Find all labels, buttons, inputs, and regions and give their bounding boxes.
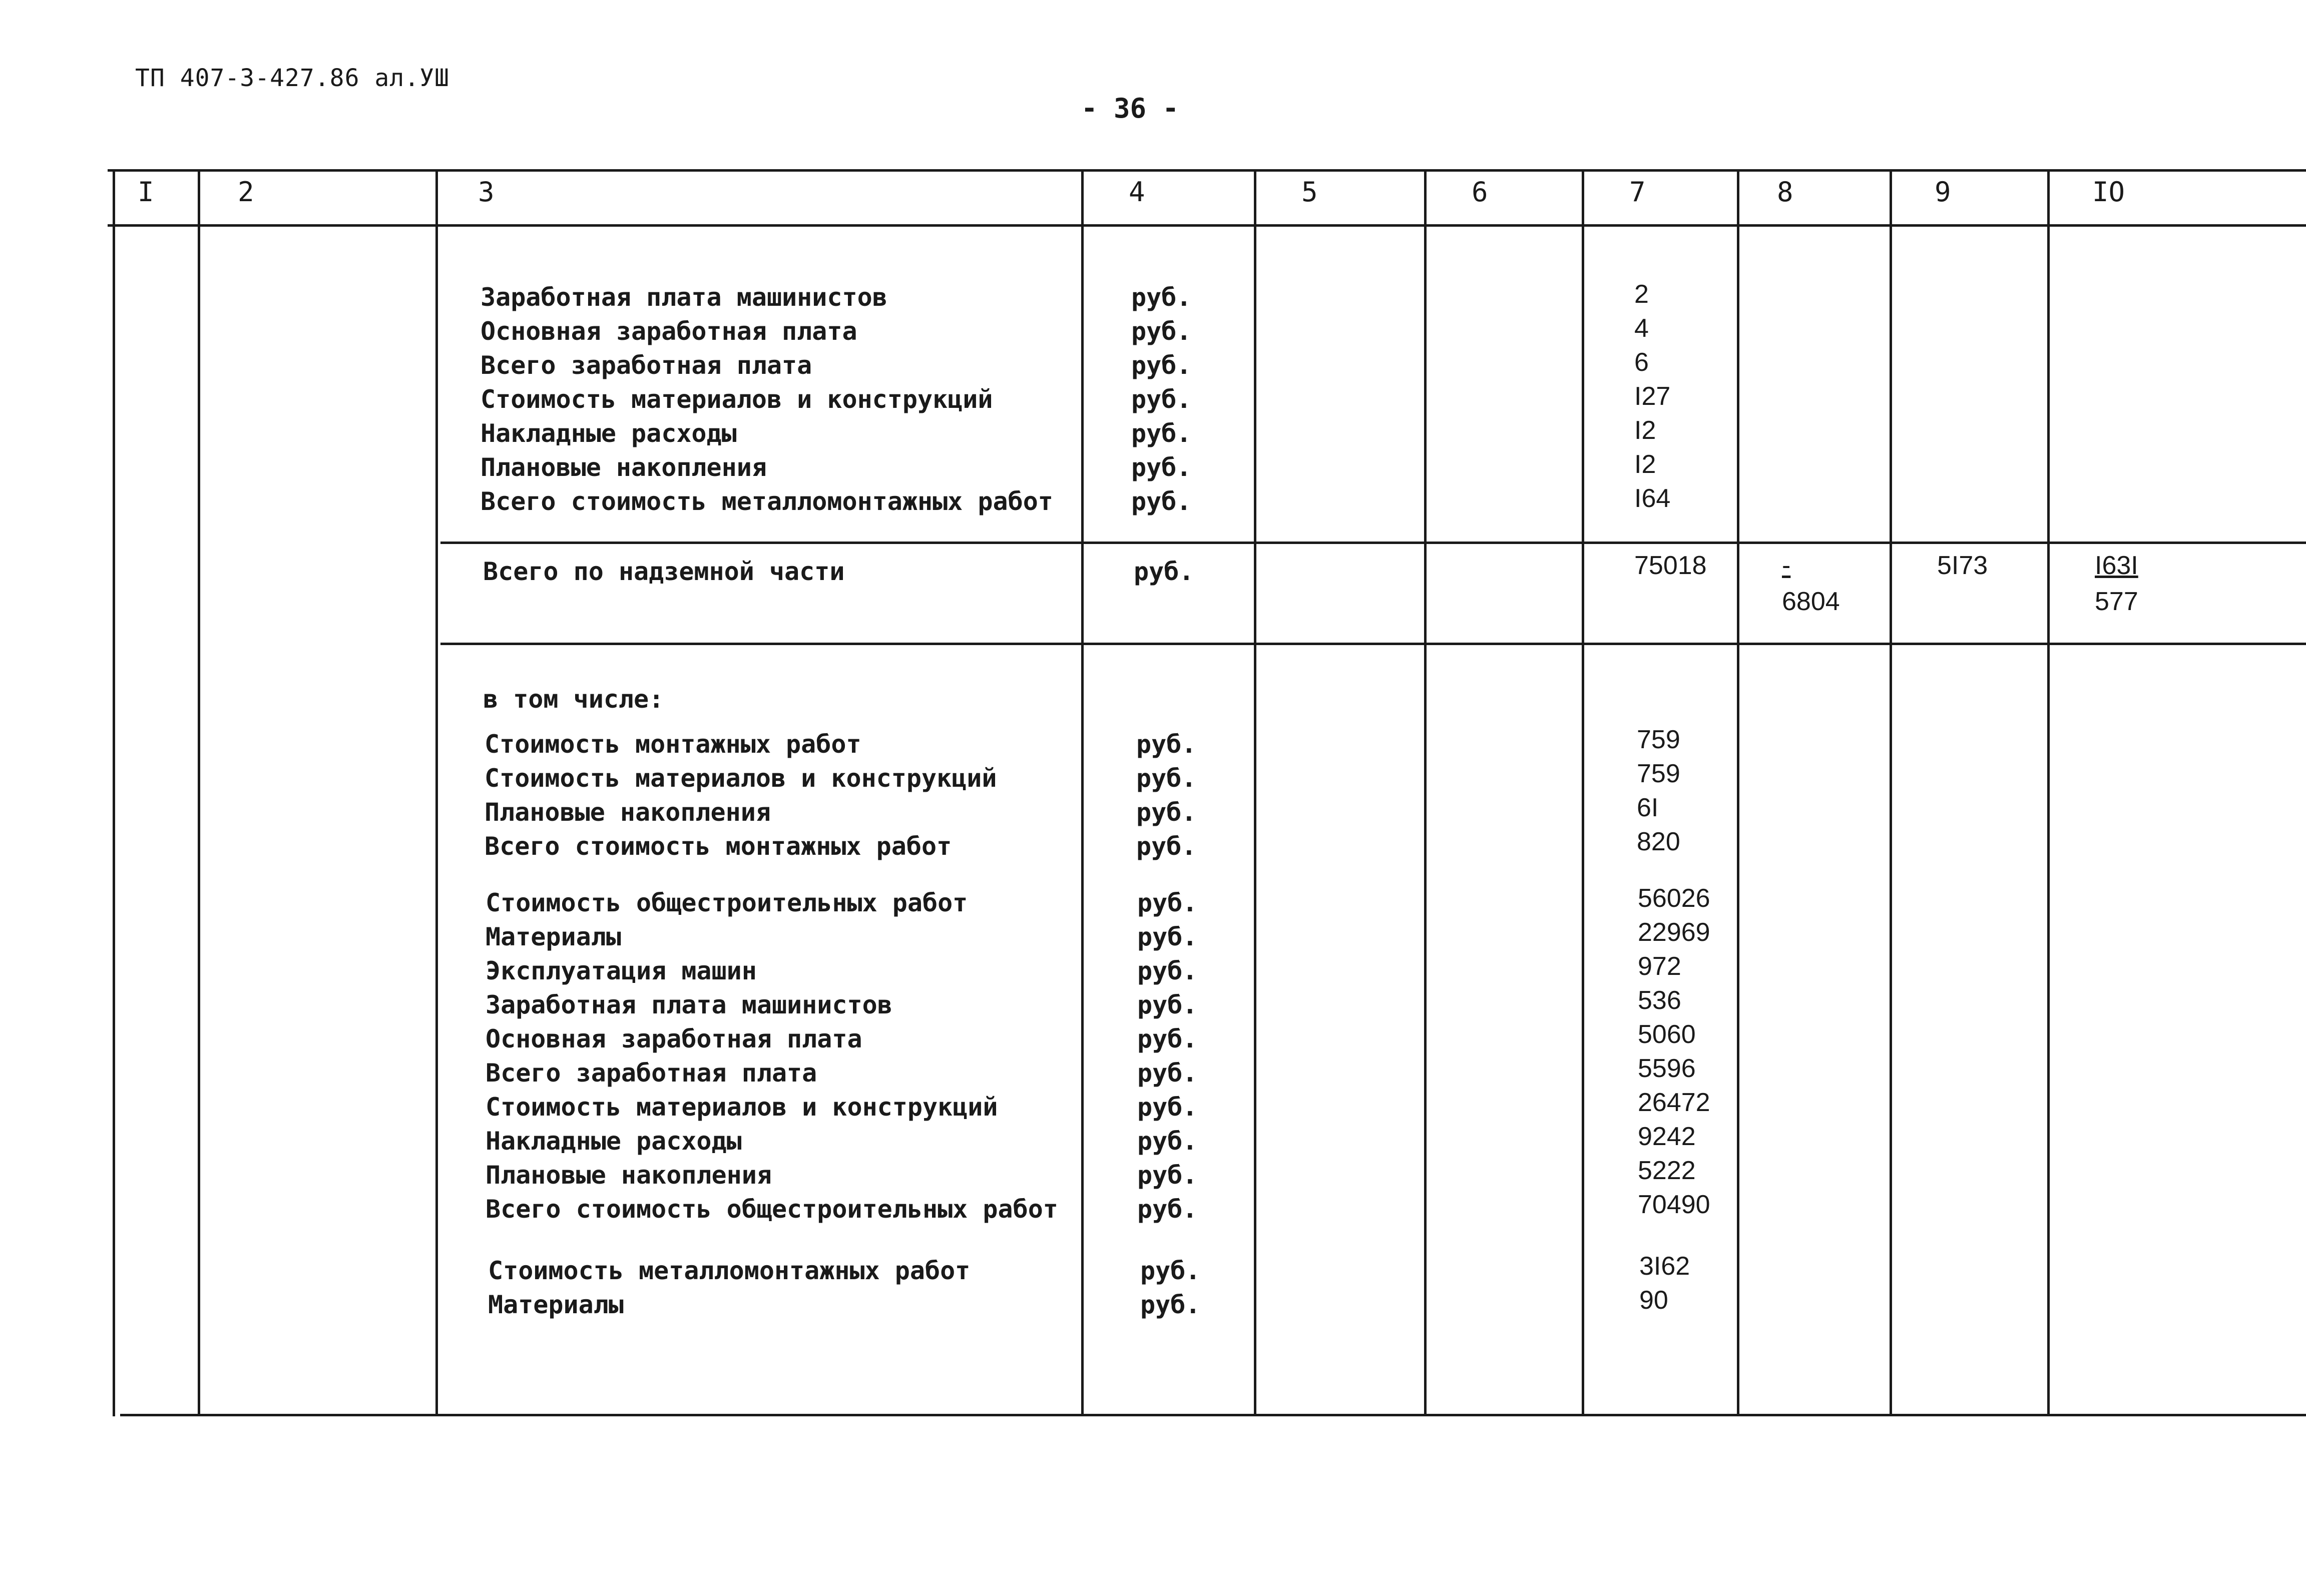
column-number-2: 2 xyxy=(238,176,254,208)
row-value-col7: 26472 xyxy=(1638,1088,1710,1117)
row-unit: руб. xyxy=(1131,487,1192,516)
table-bottom-border xyxy=(120,1414,2306,1416)
row-value-col7: 6 xyxy=(1634,348,1649,377)
column-border-9 xyxy=(2047,170,2050,1416)
row-value-col7: 5222 xyxy=(1638,1156,1696,1185)
row-unit: руб. xyxy=(1137,1058,1198,1088)
page-number: - 36 - xyxy=(1081,93,1179,124)
row-label: Материалы xyxy=(486,922,621,951)
row-label: Накладные расходы xyxy=(486,1127,742,1156)
row-value-col7: 90 xyxy=(1639,1286,1668,1315)
row-unit: руб. xyxy=(1140,1256,1201,1285)
row-value-col7: 22969 xyxy=(1638,918,1710,947)
row-label: Заработная плата машинистов xyxy=(486,990,892,1019)
row-value-col7: 3I62 xyxy=(1639,1252,1690,1281)
row-label: Стоимость материалов и конструкций xyxy=(481,385,993,414)
row-label: Всего заработная плата xyxy=(481,351,812,380)
row-value-col7: 56026 xyxy=(1638,884,1710,913)
row-unit: руб. xyxy=(1140,1290,1201,1319)
row-unit: руб. xyxy=(1131,317,1192,346)
row-value-col7: I64 xyxy=(1634,484,1671,513)
row-unit: руб. xyxy=(1137,990,1198,1019)
row-label: Стоимость монтажных работ xyxy=(485,730,861,759)
column-number-1: I xyxy=(138,176,154,208)
column-border-5 xyxy=(1424,170,1427,1416)
row-unit: руб. xyxy=(1137,956,1198,985)
row-value-col7: 536 xyxy=(1638,986,1681,1015)
row-label: Стоимость материалов и конструкций xyxy=(485,764,997,793)
row-value-col7: I27 xyxy=(1634,382,1671,411)
total-row-col8-top: - xyxy=(1782,551,1791,580)
total-row-unit: руб. xyxy=(1134,557,1194,586)
row-label: Материалы xyxy=(488,1290,624,1319)
row-unit: руб. xyxy=(1137,922,1198,951)
row-label: Всего стоимость монтажных работ xyxy=(485,832,952,861)
column-border-1 xyxy=(198,170,200,1416)
row-value-col7: 5596 xyxy=(1638,1054,1696,1083)
total-row-col7: 75018 xyxy=(1634,551,1707,580)
row-value-col7: 9242 xyxy=(1638,1122,1696,1151)
total-row-col9: 5I73 xyxy=(1937,551,1988,580)
column-border-4 xyxy=(1254,170,1256,1416)
column-border-left xyxy=(113,170,115,1416)
row-value-col7: 70490 xyxy=(1638,1190,1710,1219)
row-value-col7: 4 xyxy=(1634,314,1649,343)
row-label: Плановые накопления xyxy=(486,1161,772,1190)
row-unit: руб. xyxy=(1137,1195,1198,1224)
row-unit: руб. xyxy=(1136,764,1197,793)
row-unit: руб. xyxy=(1137,888,1198,917)
row-unit: руб. xyxy=(1131,385,1192,414)
row-unit: руб. xyxy=(1137,1093,1198,1122)
total-row-col10-bottom: 577 xyxy=(2095,587,2138,616)
column-border-7 xyxy=(1737,170,1739,1416)
document-code: ТП 407-3-427.86 ал.УШ xyxy=(135,64,449,92)
column-number-6: 6 xyxy=(1472,176,1488,208)
row-unit: руб. xyxy=(1131,419,1192,448)
row-label: Основная заработная плата xyxy=(481,317,857,346)
column-number-8: 8 xyxy=(1777,176,1793,208)
column-number-10: IO xyxy=(2092,176,2125,208)
row-label: Эксплуатация машин xyxy=(486,956,757,985)
row-unit: руб. xyxy=(1136,730,1197,759)
row-unit: руб. xyxy=(1131,351,1192,380)
row-label: Накладные расходы xyxy=(481,419,737,448)
total-row-bottom-border xyxy=(440,643,2306,645)
row-label: Стоимость общестроительных работ xyxy=(486,888,968,917)
row-label: Плановые накопления xyxy=(485,798,771,827)
row-value-col7: 2 xyxy=(1634,280,1649,309)
row-value-col7: 972 xyxy=(1638,952,1681,981)
column-number-9: 9 xyxy=(1935,176,1951,208)
total-row-label: Всего по надземной части xyxy=(483,557,845,586)
row-label: Всего стоимость общестроительных работ xyxy=(486,1195,1058,1224)
row-label: Заработная плата машинистов xyxy=(481,283,887,312)
row-value-col7: 759 xyxy=(1637,759,1680,788)
column-number-4: 4 xyxy=(1129,176,1145,208)
column-border-6 xyxy=(1582,170,1584,1416)
including-label: в том числе: xyxy=(483,685,664,714)
row-value-col7: I2 xyxy=(1634,450,1656,479)
column-number-3: 3 xyxy=(478,176,495,208)
row-value-col7: 6I xyxy=(1637,793,1659,822)
row-label: Всего стоимость металломонтажных работ xyxy=(481,487,1053,516)
row-label: Стоимость материалов и конструкций xyxy=(486,1093,998,1122)
row-label: Плановые накопления xyxy=(481,453,767,482)
row-unit: руб. xyxy=(1137,1024,1198,1053)
row-value-col7: 5060 xyxy=(1638,1020,1696,1049)
row-label: Основная заработная плата xyxy=(486,1024,862,1053)
row-value-col7: 759 xyxy=(1637,725,1680,754)
column-number-7: 7 xyxy=(1629,176,1646,208)
total-row-col10-top: I63I xyxy=(2095,551,2138,580)
column-border-2 xyxy=(435,170,438,1416)
row-unit: руб. xyxy=(1137,1127,1198,1156)
row-value-col7: I2 xyxy=(1634,416,1656,445)
row-unit: руб. xyxy=(1131,283,1192,312)
row-unit: руб. xyxy=(1137,1161,1198,1190)
row-value-col7: 820 xyxy=(1637,827,1680,856)
row-unit: руб. xyxy=(1136,798,1197,827)
column-border-8 xyxy=(1890,170,1892,1416)
column-border-3 xyxy=(1081,170,1084,1416)
row-label: Всего заработная плата xyxy=(486,1058,817,1088)
row-unit: руб. xyxy=(1131,453,1192,482)
row-label: Стоимость металломонтажных работ xyxy=(488,1256,971,1285)
row-unit: руб. xyxy=(1136,832,1197,861)
total-row-col8-bottom: 6804 xyxy=(1782,587,1840,616)
column-number-5: 5 xyxy=(1301,176,1318,208)
total-row-top-border xyxy=(440,542,2306,544)
